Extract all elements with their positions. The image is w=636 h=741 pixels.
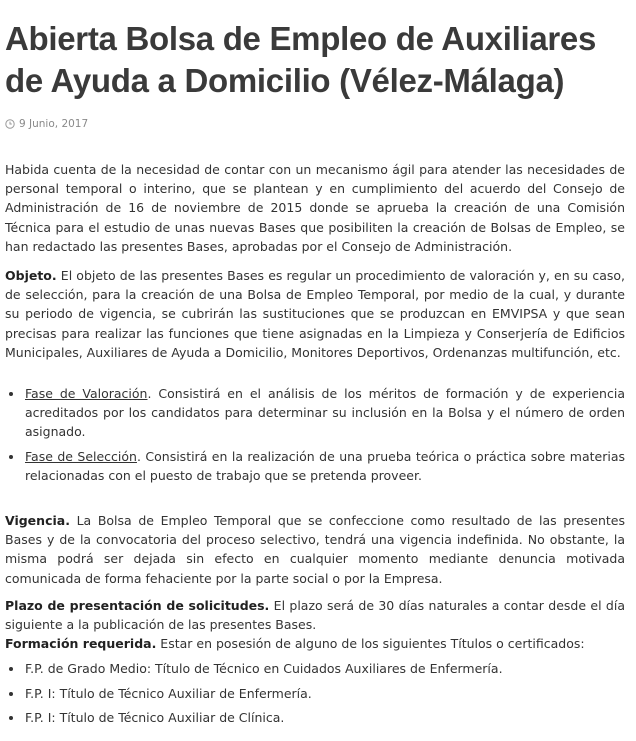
list-item [25,447,625,485]
list-item [25,384,625,442]
vigencia-text: La Bolsa de Empleo Temporal que se confeccione como resultado de las presentes Bases y de la convocatoria del proceso selectivo, tendrá una vigencia indefinida. No obstante, la misma podrá ser dejada sin efecto en cualquier momento mediante denuncia motivada comunicada de forma fehaciente por la parte social o por la Empresa. [5,513,625,586]
intro-paragraph: Habida cuenta de la necesidad de contar con un mecanismo ágil para atender las necesidades de personal temporal o interino, que se plantean y en cumplimiento del acuerdo del Consejo de Administración de 16 de noviembre de 2015 donde se aprueba la creación de una Comisión Técnica para el estudio de unas nuevas Bases que posibiliten la creación de Bolsas de Empleo, se han redactado las presentes Bases, aprobadas por el Consejo de Administración. [5,162,625,254]
formacion-text: Estar en posesión de alguno de los siguientes Títulos o certificados: [156,636,585,652]
objeto-label: Objeto. [5,268,57,284]
vigencia-label: Vigencia. [5,513,70,529]
objeto-text: El objeto de las presentes Bases es regular un procedimiento de valoración y, en su caso, de selección, para la creación de una Bolsa de Empleo Temporal, por medio de la cual, y durante su periodo de vigencia, se cubrirán las sustituciones que se produzcan en EMVIPSA y que sean precisas para realizar las funciones que tiene asignadas en la Limpieza y Conserjería de Edificios Municipales, Auxiliares de Ayuda a Domicilio, Monitores Deportivos, Ordenanzas multifunción, etc. [5,268,625,360]
titles-list [5,659,625,727]
phase-text: . Consistirá en la realización de una prueba teórica o práctica sobre materias relacionadas con el puesto de trabajo que se pretenda proveer. [25,448,625,483]
phase-label: Fase de Selección [25,448,137,464]
phases-list [5,384,625,485]
clock-icon [5,119,15,129]
list-item: F.P. I: Título de Técnico Auxiliar de Enfermería. [25,684,625,703]
formacion-label: Formación requerida. [5,636,157,652]
plazo-label: Plazo de presentación de solicitudes. [5,597,270,613]
list-item: F.P. de Grado Medio: Título de Técnico en Cuidados Auxiliares de Enfermería. [25,659,625,678]
vigencia-paragraph [5,511,625,588]
post-date [5,118,88,130]
phase-text: . Consistirá en el análisis de los méritos de formación y de experiencia acreditados por los candidatos para determinar su inclusión en la Bolsa y el número de orden asignado. [25,386,625,440]
post-date-text: 9 Junio, 2017 [19,118,89,130]
list-item: F.P. I: Título de Técnico Auxiliar de Clínica. [25,708,625,727]
article-body [5,160,625,732]
plazo-paragraph [5,596,625,634]
objeto-paragraph [5,266,625,362]
phase-label: Fase de Valoración [25,386,148,402]
plazo-text: El plazo será de 30 días naturales a contar desde el día siguiente a la publicación de las presentes Bases. [5,597,625,633]
formacion-paragraph [5,634,625,653]
article-title: Abierta Bolsa de Empleo de Auxiliares de Ayuda a Domicilio (Vélez-Málaga) [5,20,597,99]
